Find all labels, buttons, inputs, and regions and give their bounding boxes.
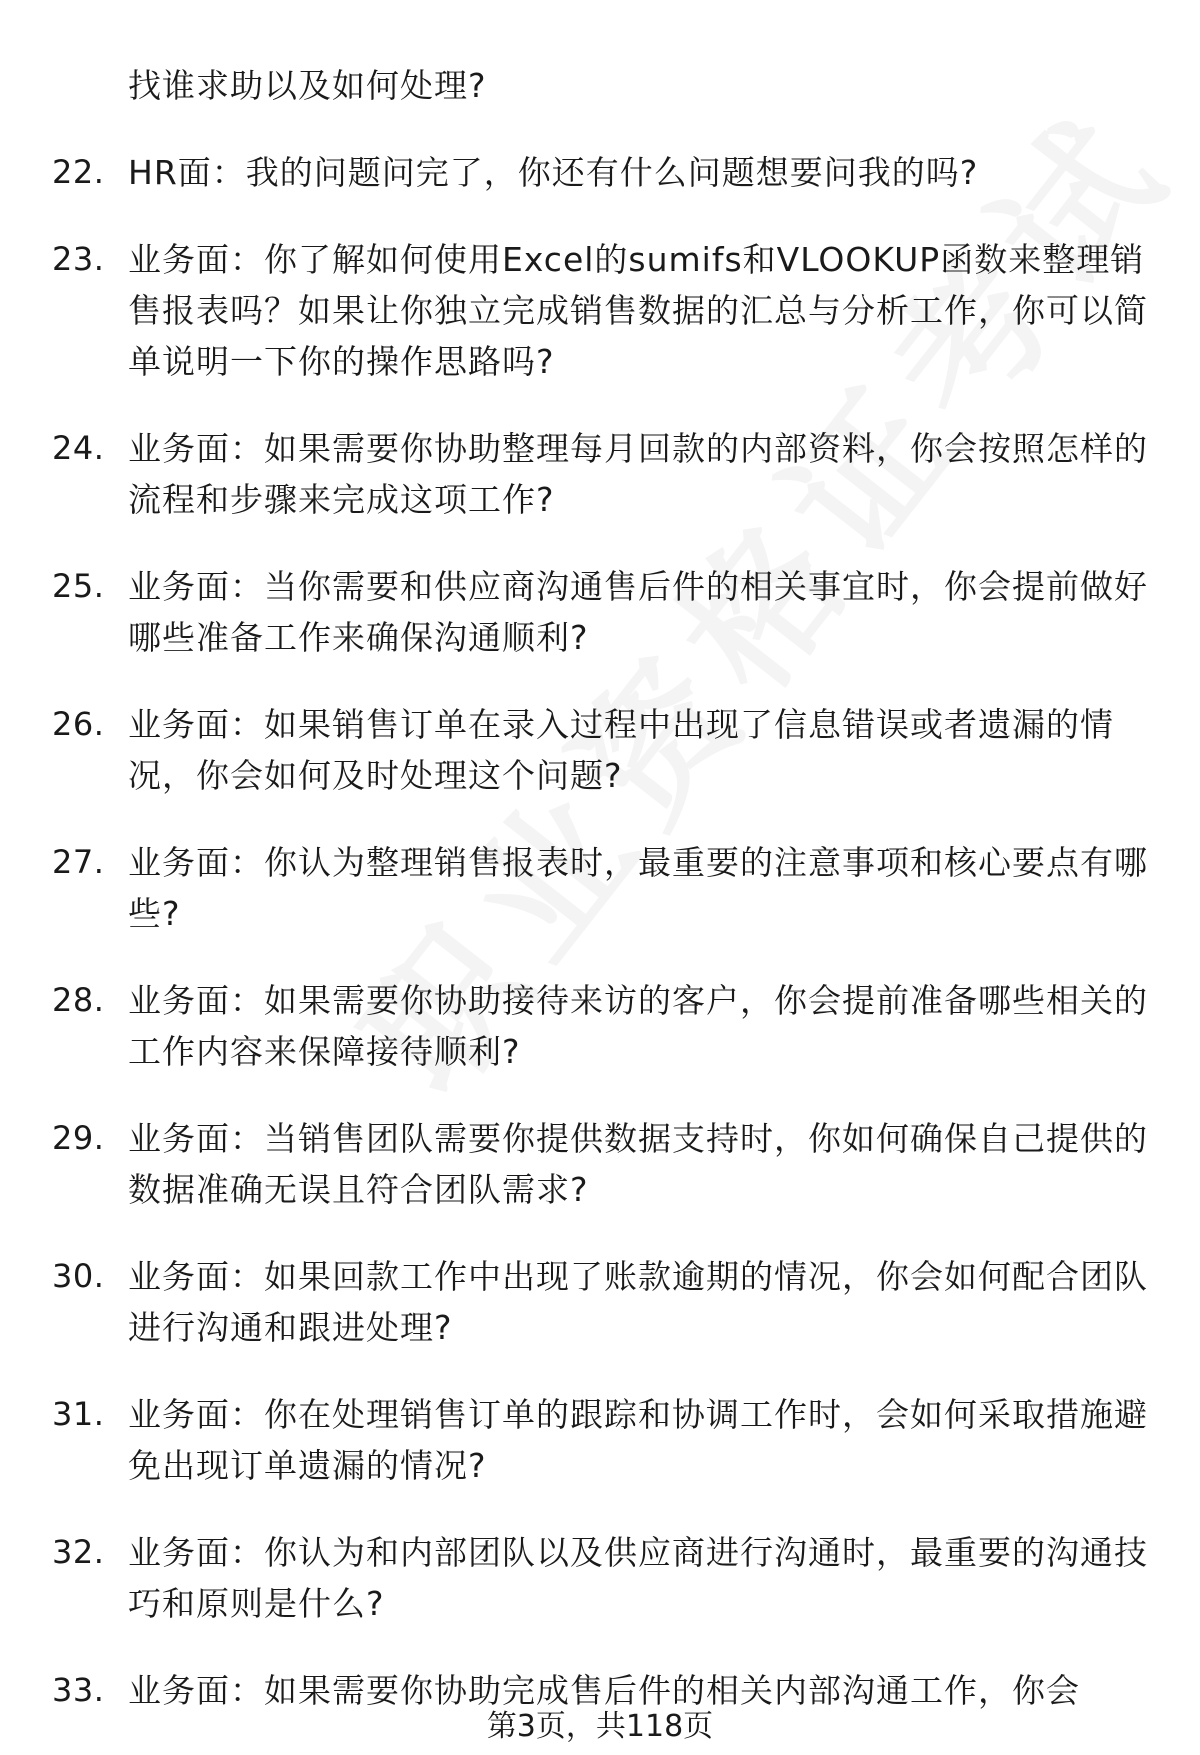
question-text: 业务面：你认为整理销售报表时，最重要的注意事项和核心要点有哪些? (128, 843, 1148, 933)
question-text: 业务面：如果回款工作中出现了账款逾期的情况，你会如何配合团队进行沟通和跟进处理? (128, 1257, 1148, 1347)
question-text: 业务面：如果需要你协助接待来访的客户，你会提前准备哪些相关的工作内容来保障接待顺利? (128, 981, 1148, 1071)
question-number: 23. (52, 240, 105, 278)
question-number: 25. (52, 567, 105, 605)
page-footer: 第3页，共118页 (486, 1709, 714, 1744)
question-number: 28. (52, 981, 105, 1019)
question-item (0, 1389, 1200, 1491)
question-list (0, 60, 1200, 1752)
question-item (0, 1527, 1200, 1629)
question-text: 找谁求助以及如何处理? (128, 66, 487, 105)
question-item (0, 147, 1200, 198)
question-text: 业务面：如果需要你协助完成售后件的相关内部沟通工作，你会 (128, 1671, 1080, 1710)
question-item (0, 60, 1200, 111)
question-text: 业务面：如果需要你协助整理每月回款的内部资料，你会按照怎样的流程和步骤来完成这项工作? (128, 429, 1148, 519)
question-item (0, 699, 1200, 801)
question-text: 业务面：你认为和内部团队以及供应商进行沟通时，最重要的沟通技巧和原则是什么? (128, 1533, 1148, 1623)
question-number: 22. (52, 153, 105, 191)
question-number: 33. (52, 1671, 105, 1709)
question-text: 业务面：你在处理销售订单的跟踪和协调工作时，会如何采取措施避免出现订单遗漏的情况? (128, 1395, 1148, 1485)
question-item (0, 1251, 1200, 1353)
question-number: 24. (52, 429, 105, 467)
question-item (0, 837, 1200, 939)
question-text: 业务面：你了解如何使用Excel的sumifs和VLOOKUP函数来整理销售报表吗？如果让你独立完成销售数据的汇总与分析工作，你可以简单说明一下你的操作思路吗? (128, 240, 1148, 381)
question-text: 业务面：如果销售订单在录入过程中出现了信息错误或者遗漏的情况，你会如何及时处理这个问题? (128, 705, 1114, 795)
question-number: 32. (52, 1533, 105, 1571)
question-number: 29. (52, 1119, 105, 1157)
question-text: 业务面：当销售团队需要你提供数据支持时，你如何确保自己提供的数据准确无误且符合团队需求? (128, 1119, 1148, 1209)
question-number: 27. (52, 843, 105, 881)
question-text: 业务面：当你需要和供应商沟通售后件的相关事宜时，你会提前做好哪些准备工作来确保沟通顺利? (128, 567, 1148, 657)
question-item (0, 975, 1200, 1077)
question-number: 31. (52, 1395, 105, 1433)
question-item (0, 423, 1200, 525)
question-number: 30. (52, 1257, 105, 1295)
question-number: 26. (52, 705, 105, 743)
question-text: HR面：我的问题问完了，你还有什么问题想要问我的吗? (128, 153, 979, 192)
question-item (0, 561, 1200, 663)
question-item (0, 234, 1200, 387)
question-item (0, 1113, 1200, 1215)
